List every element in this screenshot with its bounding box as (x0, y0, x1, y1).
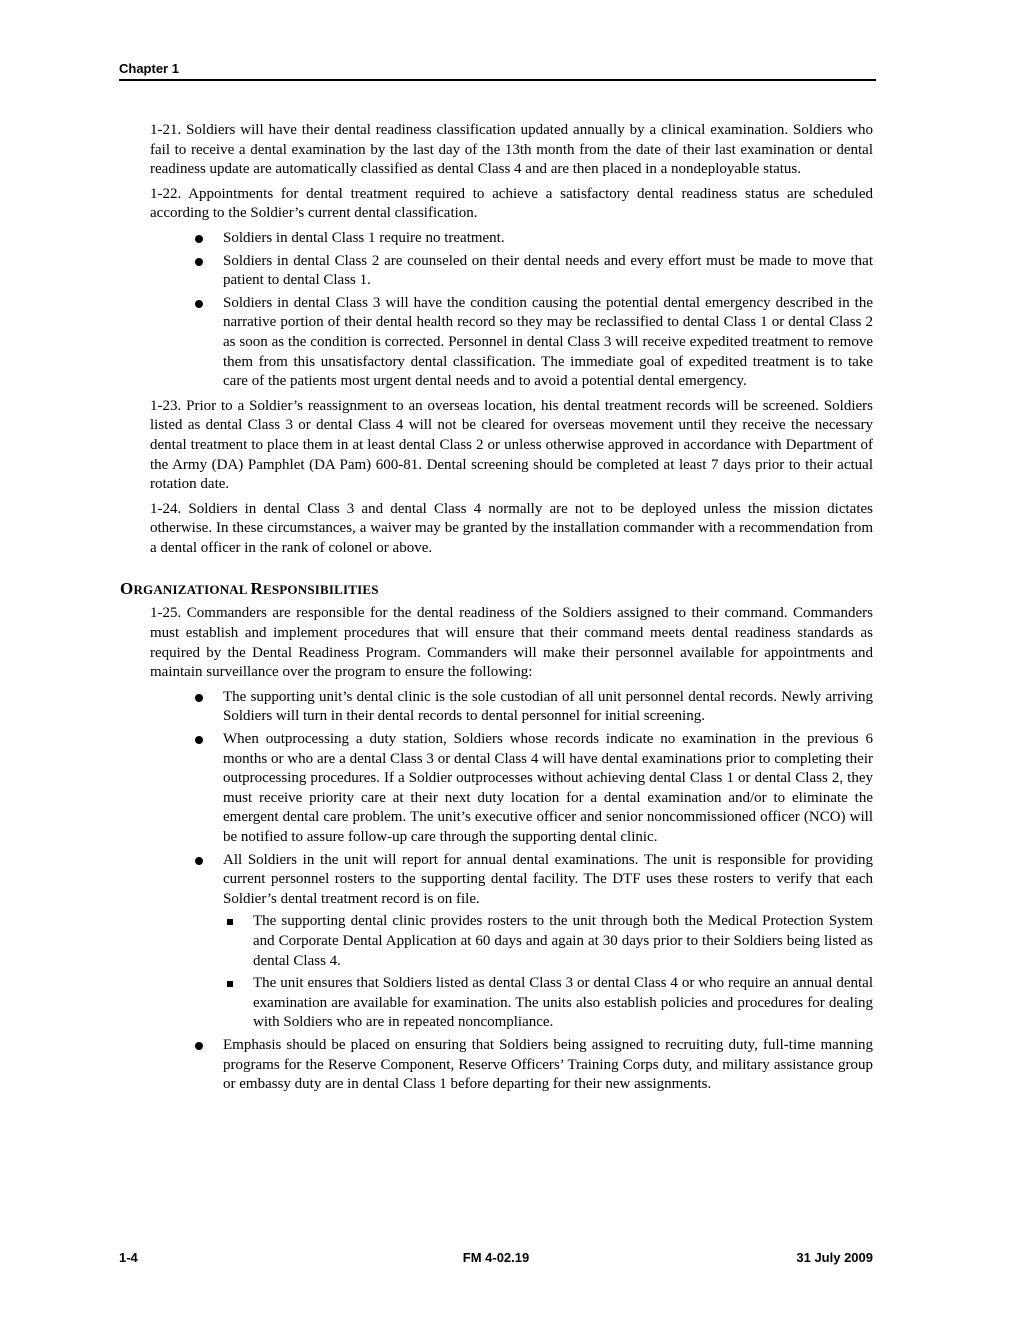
paragraph-1-21: 1-21. Soldiers will have their dental readiness classification updated annually by a clinical examination. Soldiers who fail to receive a dental examination by the last day of the 13th month from the date of their last examination or dental readiness update are automatically classified as dental Class 4 and are then placed in a nondeployable status. (150, 122, 873, 178)
paragraph-1-22: 1-22. Appointments for dental treatment required to achieve a satisfactory dental readiness status are scheduled according to the Soldier’s current dental classification. (150, 185, 873, 222)
sub-list-item (253, 912, 873, 971)
list-item-text: All Soldiers in the unit will report for annual dental examinations. The unit is responsible for providing current personnel rosters to the supporting dental facility. The DTF uses these rosters to verify that each Soldier’s dental treatment record is on file. (223, 851, 873, 907)
chapter-label: Chapter 1 (119, 61, 179, 76)
heading-initial: O (120, 579, 134, 599)
list-item-text: Emphasis should be placed on ensuring that Soldiers being assigned to recruiting duty, full-time manning programs for the Reserve Component, Reserve Officers’ Training Corps duty, and military assistance group or embassy duty are in dental Class 1 before departing for their new assignments. (223, 1036, 873, 1093)
document-body (120, 121, 873, 1100)
bullet-list-1-22 (150, 229, 873, 392)
square-bullet-icon (227, 981, 233, 987)
page-number: 1-4 (119, 1250, 138, 1265)
sub-list-item-text: The unit ensures that Soldiers listed as dental Class 3 or dental Class 4 or who require an annual dental examination are available for examination. The units also establish policies and procedures for dealing with Soldiers who are in repeated noncompliance. (253, 975, 873, 1031)
sub-list-item (253, 974, 873, 1033)
manual-number: FM 4-02.19 (462, 1250, 530, 1265)
list-item (223, 229, 873, 249)
square-bullet-icon (227, 919, 233, 925)
bullet-icon (195, 736, 203, 744)
list-item (223, 730, 873, 848)
bullet-icon (195, 258, 203, 266)
section-heading (120, 579, 873, 599)
heading-text: ESPONSIBILITIES (262, 582, 379, 598)
list-item-text: Soldiers in dental Class 3 will have the condition causing the potential dental emergency described in the narrative portion of their dental health record so they may be reclassified to dental Class 1 or dental Class 2 as soon as the condition is corrected. Personnel in dental Class 3 will receive expedited treatment to remove them from this unsatisfactory dental classification. The immediate goal of expedited treatment is to take care of the patients most urgent dental needs and to avoid a potential dental emergency. (223, 294, 873, 390)
bullet-list-1-25 (150, 688, 873, 1095)
list-item (223, 294, 873, 392)
bullet-icon (195, 1042, 203, 1050)
bullet-icon (195, 300, 203, 308)
running-footer (119, 1250, 873, 1268)
paragraph-1-23: 1-23. Prior to a Soldier’s reassignment to an overseas location, his dental treatment records will be screened. Soldiers listed as dental Class 3 or dental Class 4 will not be cleared for overseas movement until they receive the necessary dental treatment to place them in at least dental Class 2 or unless otherwise approved in accordance with Department of the Army (DA) Pamphlet (DA Pam) 600-81. Dental screening should be completed at least 7 days prior to their actual rotation date. (150, 397, 873, 493)
list-item (223, 1036, 873, 1095)
list-item-text: The supporting unit’s dental clinic is the sole custodian of all unit personnel dental records. Newly arriving Soldiers will turn in their dental records to dental personnel for initial screening. (223, 688, 873, 725)
bullet-icon (195, 235, 203, 243)
list-item (223, 252, 873, 291)
sub-list-item-text: The supporting dental clinic provides rosters to the unit through both the Medical Protection System and Corporate Dental Application at 60 days and again at 30 days prior to their Soldiers being listed as dental Class 4. (253, 913, 873, 969)
publication-date: 31 July 2009 (796, 1250, 873, 1265)
list-item-text: Soldiers in dental Class 2 are counseled on their dental needs and every effort must be made to move that patient to dental Class 1. (223, 252, 873, 289)
list-item-text: When outprocessing a duty station, Soldiers whose records indicate no examination in the previous 6 months or who are a dental Class 3 or dental Class 4 will have dental examinations prior to completing their outprocessing procedures. If a Soldier outprocesses without achieving dental Class 1 or dental Class 2, they must receive priority care at their next duty location for a dental examination and/or to eliminate the emergent dental care problem. The unit’s executive officer and senior noncommissioned officer (NCO) will be notified to assure follow-up care through the supporting dental clinic. (223, 731, 873, 845)
sub-bullet-list (223, 912, 873, 1033)
paragraph-1-24: 1-24. Soldiers in dental Class 3 and dental Class 4 normally are not to be deployed unless the mission dictates otherwise. In these circumstances, a waiver may be granted by the installation commander with a recommendation from a dental officer in the rank of colonel or above. (150, 500, 873, 556)
heading-text: RGANIZATIONAL (133, 582, 251, 598)
paragraph-1-25: 1-25. Commanders are responsible for the dental readiness of the Soldiers assigned to their command. Commanders must establish and implement procedures that will ensure that their command meets dental readiness standards as required by the Dental Readiness Program. Commanders will make their personnel available for appointments and maintain surveillance over the program to ensure the following: (150, 605, 873, 681)
list-item (223, 688, 873, 727)
bullet-icon (195, 857, 203, 865)
heading-initial: R (250, 579, 263, 599)
running-header (119, 61, 876, 81)
list-item (223, 851, 873, 1033)
list-item-text: Soldiers in dental Class 1 require no treatment. (223, 229, 505, 246)
bullet-icon (195, 694, 203, 702)
